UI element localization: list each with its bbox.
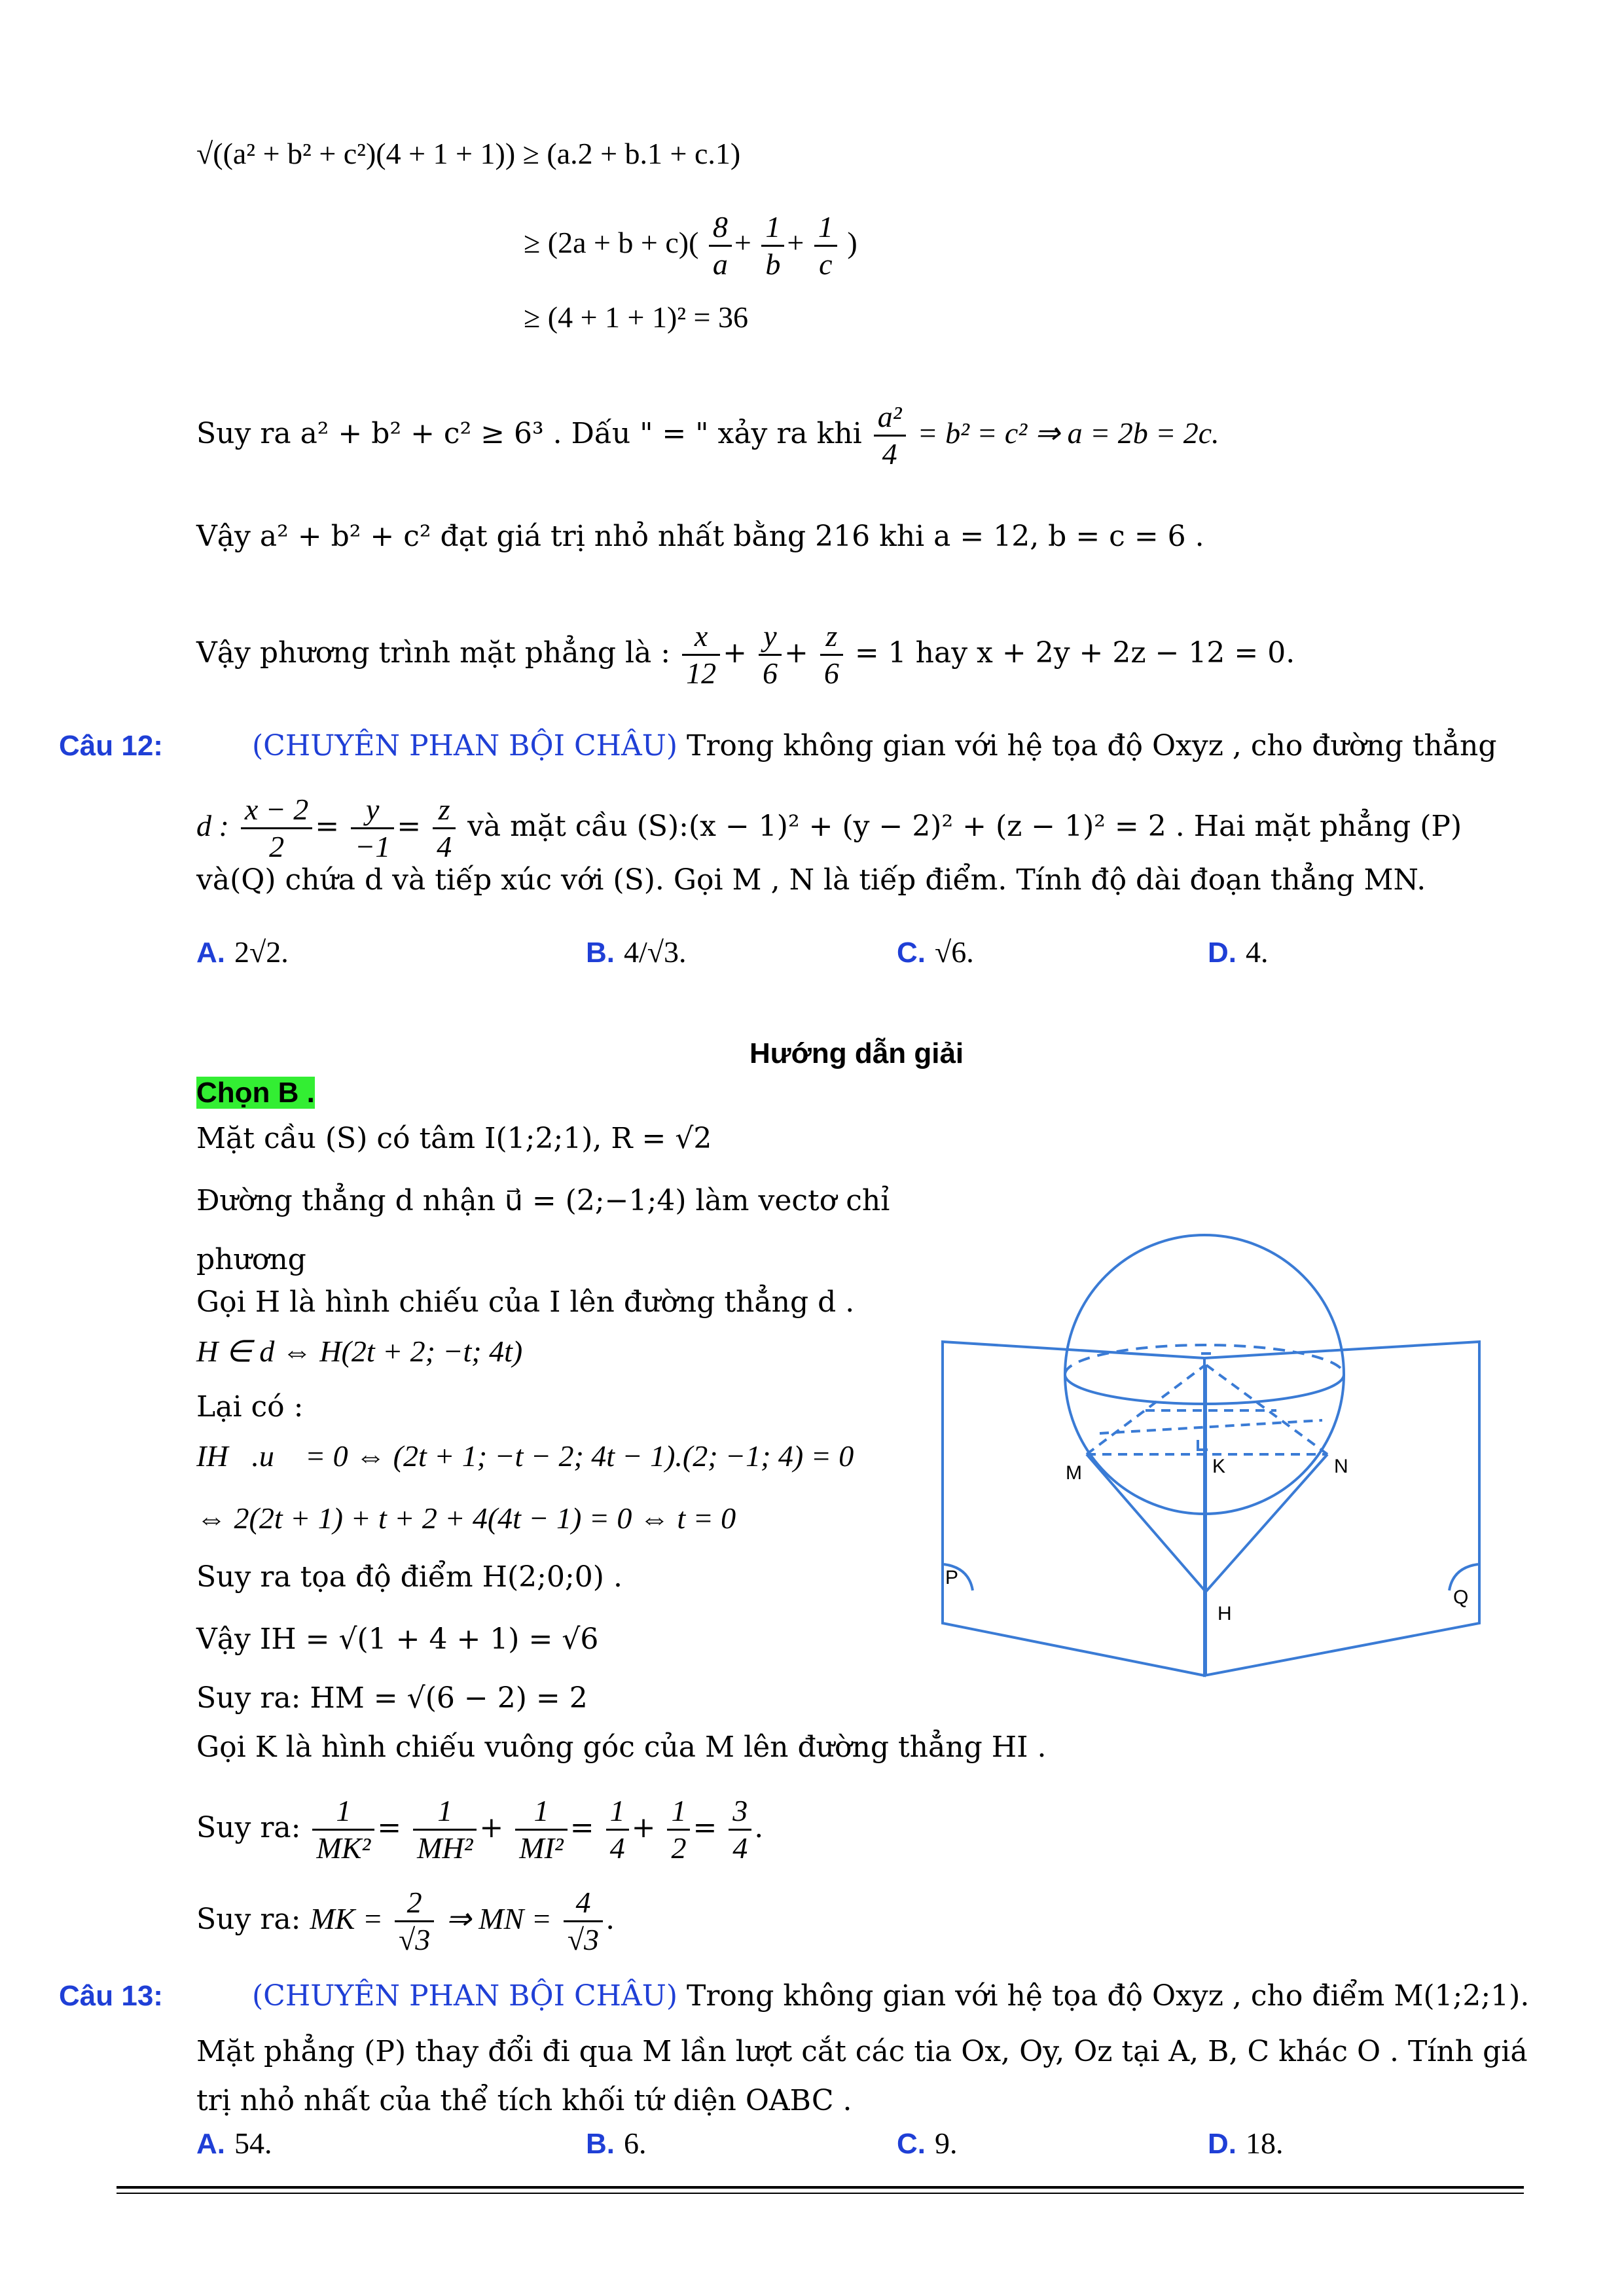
geometry-figure [929,1224,1506,1682]
segment-ni [1206,1365,1327,1454]
ineq-line-3: ≥ (4 + 1 + 1)² = 36 [524,300,749,334]
mk-equation: Suy ra: $\frac{1}{\text{MK²}}$ = $\frac{1}{\text{MH²}}$ + $\frac{1}{\text{MI²}}$ = $\frac{1}{4}$ + $\frac{1}{2}$ = $\frac{3}{4}$ . [196,1794,764,1865]
question-12-source: (CHUYÊN PHAN BỘI CHÂU) [252,729,678,762]
question-12-option-c[interactable]: C. √6. [897,935,974,969]
mn-equation: Suy ra: MK = $\frac{2}{√3}$ ⇒ MN = $\frac{4}{√3}$ . [196,1886,615,1956]
question-12-option-a[interactable]: A. 2√2. [196,935,289,969]
question-13-source: (CHUYÊN PHAN BỘI CHÂU) [252,1979,678,2013]
question-12-line-3: và(Q) chứa d và tiếp xúc với (S). Gọi M , N là tiếp điểm. Tính độ dài đoạn thẳng MN. [196,863,1426,897]
question-12-label: Câu 12: [59,730,163,762]
footer-rule [117,2186,1524,2194]
ineq-line-2: ≥ (2a + b + c)( $\frac{8}{a}$ + $\frac{1}{b}$ + $\frac{1}{c}$ ) [524,210,857,281]
question-13-option-a[interactable]: A. 54. [196,2126,272,2160]
question-13-option-d[interactable]: D. 18. [1208,2126,1284,2160]
question-12-line-1: (CHUYÊN PHAN BỘI CHÂU) Trong không gian với hệ tọa độ Oxyz , cho đường thẳng [252,729,1497,762]
solution-line: phương [196,1243,306,1276]
solution-line: Lại có : [196,1390,304,1424]
solution-line: ⇔ 2(2t + 1) + t + 2 + 4(4t − 1) = 0 ⇔ t = 0 [196,1501,736,1535]
line-mh [1087,1454,1206,1592]
question-12-line-2: d : $\frac{x - 2}{2}$ = $\frac{y}{-1}$ = $\frac{z}{4}$ và mặt cầu (S):(x − 1)² + (y − 2)² + (z − 1)² = 2 . Hai mặt phẳng (P) [196,793,1462,863]
ineq-line-1: √((a² + b² + c²)(4 + 1 + 1)) ≥ (a.2 + b.1 + c.1) [196,137,741,170]
vay-plane-line: Vậy phương trình mặt phẳng là : $\frac{x}{12}$ + $\frac{y}{6}$ + $\frac{z}{6}$ = 1 hay x + 2y + 2z − 12 = 0. [196,619,1295,690]
solution-line: Vậy IH = √(1 + 4 + 1) = √6 [196,1623,599,1656]
question-12-option-d[interactable]: D. 4. [1208,935,1269,969]
question-12-option-b[interactable]: B. 4/√3. [586,935,687,969]
suy-ra-line: Suy ra a² + b² + c² ≥ 6³ . Dấu " = " xảy ra khi $\frac{\text{a²}}{4}$ = b² = c² ⇒ a = 2b = 2c. [196,400,1219,471]
solution-line: Suy ra tọa độ điểm H(2;0;0) . [196,1560,623,1594]
label-m: M [1066,1462,1082,1484]
solution-line: Gọi H là hình chiếu của I lên đường thẳng d . [196,1285,855,1319]
question-13-line-1: (CHUYÊN PHAN BỘI CHÂU) Trong không gian với hệ tọa độ Oxyz , cho điểm M(1;2;1). [252,1979,1530,2013]
vay-min-line: Vậy a² + b² + c² đạt giá trị nhỏ nhất bằng 216 khi a = 12, b = c = 6 . [196,520,1204,553]
label-h: H [1218,1603,1232,1624]
question-13-line-3: trị nhỏ nhất của thể tích khối tứ diện OABC . [196,2084,852,2117]
solution-line: Suy ra: HM = √(6 − 2) = 2 [196,1681,588,1715]
label-n: N [1334,1456,1348,1477]
label-q: Q [1453,1587,1469,1608]
solution-line: H ∈ d ⇔ H(2t + 2; −t; 4t) [196,1335,523,1368]
solution-line: Mặt cầu (S) có tâm I(1;2;1), R = √2 [196,1122,712,1155]
question-13-option-c[interactable]: C. 9. [897,2126,958,2160]
question-13-label: Câu 13: [59,1980,163,2012]
question-13-line-2: Mặt phẳng (P) thay đổi đi qua M lần lượt cắt các tia Ox, Oy, Oz tại A, B, C khác O . Tính giá [196,2035,1528,2068]
solution-heading: Hướng dẫn giải [749,1037,964,1069]
solution-line: Đường thẳng d nhận u⃗ = (2;−1;4) làm vectơ chỉ [196,1184,890,1217]
solution-line: IH⃗.u⃗ = 0 ⇔ (2t + 1; −t − 2; 4t − 1).(2; −1; 4) = 0 [196,1439,854,1473]
answer-chosen: Chọn B . [196,1077,315,1109]
label-k: K [1212,1456,1226,1477]
question-13-option-b[interactable]: B. 6. [586,2126,647,2160]
label-p: P [945,1567,959,1588]
solution-line: Gọi K là hình chiếu vuông góc của M lên đường thẳng HI . [196,1731,1047,1764]
